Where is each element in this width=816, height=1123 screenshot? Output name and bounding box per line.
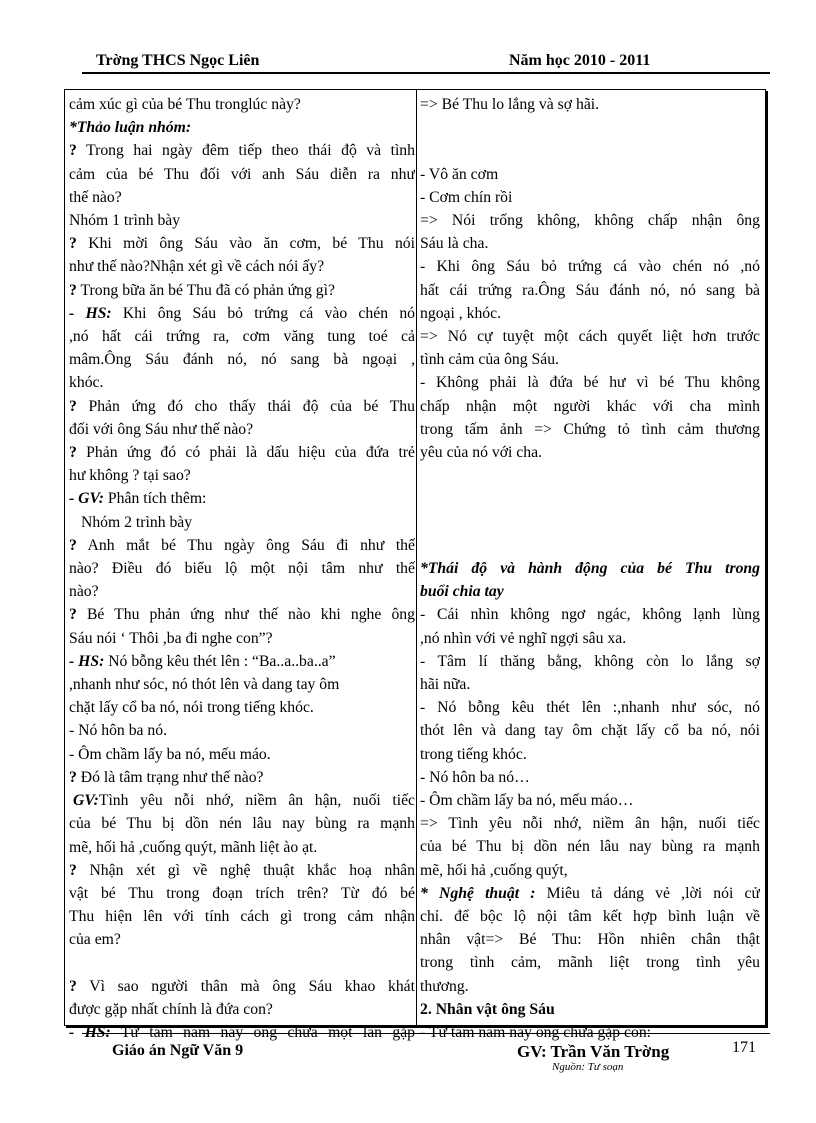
text-line: cảm xúc gì của bé Thu tronglúc này? [69,96,301,113]
blank-line [420,139,760,162]
text-line: - Ôm chầm lấy ba nó, mếu máo… [420,792,634,809]
section-heading: *Thảo luận nhóm: [69,119,192,137]
text-line: ,nhanh như sóc, nó thót lên và dang tay ôm [69,676,340,694]
student-answer-line: - HS: Từ tám năm nay ông chưa một lần gặp [69,1024,415,1042]
text-line: - Cái nhìn không ngơ ngác, không lạnh lùng [420,606,760,624]
text-line: - Không phải là đứa bé hư vì bé Thu không [420,374,760,392]
text-line: được gặp nhất chính là đứa con? [69,1000,273,1018]
content-column [420,93,760,1044]
text-line: Thu hiện lên với tính cách gì trong cảm nhận [69,908,415,926]
text-line: thương. [420,977,469,995]
question-line: ? Bé Thu phản ứng như thế nào khi nghe ông [69,606,415,624]
text-line: nào? [69,583,99,601]
text-line: - Nó hôn ba nó. [69,722,168,740]
text-line: mẽ, hối hả ,cuống quýt, mãnh liệt ào ạt. [69,838,318,856]
question-line: ? Phản ứng đó cho thấy thái độ của bé Thu [69,397,415,415]
text-line: => Tình yêu nỗi nhớ, niềm ân hận, nuối tiếc [420,815,760,833]
text-line: như thế nào?Nhận xét gì về cách nói ấy? [69,258,325,276]
blank-line [420,511,760,534]
text-line: trong tấm ảnh => Chứng tỏ tình cảm thương [420,420,760,438]
lesson-table [64,89,766,1042]
question-line: ? Vì sao người thân mà ông Sáu khao khát [69,977,415,995]
text-line: => Nói trống không, không chấp nhận ông [420,211,760,229]
text-line: của em? [69,931,121,949]
text-line: thế nào? [69,188,122,206]
source-note: Nguồn: Tư soạn [552,1061,624,1073]
text-line: tình cảm của ông Sáu. [420,351,559,369]
blank-line [420,487,760,510]
page-footer [82,1033,770,1073]
text-line: - Tâm lí thăng bằng, không còn lo lắng sợ [420,652,760,670]
text-line: của bé Thu bị dồn nén lâu nay bùng ra mạnh [420,838,760,856]
student-answer-line: - HS: Khi ông Sáu bỏ trứng cá vào chén nó [69,304,415,322]
question-line: ? Nhận xét gì về nghệ thuật khắc hoạ nhân [69,861,415,879]
text-line: ,nó nhìn với vẻ nghĩ ngợi sâu xa. [420,629,627,647]
section-heading: *Thái độ và hành động của bé Thu trong [420,559,760,577]
question-line: ? Trong hai ngày đêm tiếp theo thái độ và tình [69,142,415,160]
text-line: của bé Thu bị dồn nén lâu nay bùng ra mạnh [69,815,415,833]
text-line: => Bé Thu lo lắng và sợ hãi. [420,96,600,113]
column-divider [416,90,417,1025]
text-line: chỉ. để bộc lộ nội tâm kết hợp bình luận về [420,908,760,926]
text-line: nào? Điều đó biểu lộ một nội tâm như thế [69,560,415,578]
teacher-note-line: - GV: Phân tích thêm: [69,490,207,508]
text-line: cảm của bé Thu đối với anh Sáu diễn ra như [69,165,415,183]
teacher-note-line: GV:Tình yêu nỗi nhớ, niềm ân hận, nuối tiếc [73,792,415,810]
teacher-name: GV: Trần Văn Trờng [517,1042,670,1061]
page-number: 171 [732,1039,756,1056]
text-line: Sáu nói ‘ Thôi ,ba đi nghe con”? [69,629,273,647]
text-line: hư không ? tại sao? [69,467,191,485]
question-line: ? Đó là tâm trạng như thế nào? [69,768,264,786]
text-line: vật bé Thu trong đoạn trích trên? Từ đó bé [69,884,415,902]
text-line: hất cái trứng ra.Ông Sáu đánh nó, nó sang bà [420,281,760,299]
text-line: - Khi ông Sáu bỏ trứng cá vào chén nó ,nó [420,258,760,276]
lesson-plan-title: Giáo án Ngữ Văn 9 [112,1042,244,1059]
text-line: - Vô ăn cơm [420,165,499,183]
art-note-line: * Nghệ thuật : Miêu tả dáng vẻ ,lời nói cử [420,884,760,902]
group-label: Nhóm 1 trình bày [69,212,181,230]
text-line: - Cơm chín rồi [420,188,513,206]
section-heading: 2. Nhân vật ông Sáu [420,1000,555,1018]
text-line: trong tiếng khóc. [420,745,527,763]
school-year: Năm học 2010 - 2011 [509,52,651,69]
text-line: - Nó bỗng kêu thét lên :,nhanh như sóc, nó [420,699,760,717]
text-line: thót lên và dang tay ôm chặt lấy cổ ba nó, nói [420,722,760,740]
blank-line [69,952,415,975]
teacher-activity-column [69,93,415,1044]
page-header [82,50,770,74]
text-line: - Nó hôn ba nó… [420,768,530,786]
text-line: khóc. [69,374,104,392]
student-answer-line: - HS: Nó bỗng kêu thét lên : “Ba..a..ba..a” [69,652,336,670]
text-line: => Nó cự tuyệt một cách quyết liệt hơn trước [420,328,760,345]
blank-line [420,534,760,557]
text-line: chấp nhận một người khác với cha mình [420,397,760,415]
text-line: ngoại , khóc. [420,304,502,322]
text-line: - Từ tám năm nay ông chưa gặp con: [420,1024,652,1042]
text-line: nhân vật=> Bé Thu: Hồn nhiên chân thật [420,931,760,949]
text-line: đối với ông Sáu như thế nào? [69,420,254,438]
text-line: hãi nữa. [420,675,471,693]
group-label: Nhóm 2 trình bày [81,513,193,531]
question-line: ? Khi mời ông Sáu vào ăn cơm, bé Thu nói [69,235,415,253]
text-line: yêu của nó với cha. [420,444,542,462]
blank-line [420,116,760,139]
school-name: Trờng THCS Ngọc Liên [96,52,260,69]
question-line: ? Trong bữa ăn bé Thu đã có phản ứng gì? [69,281,335,299]
text-line: ,nó hất cái trứng ra, cơm văng tung toé cả [69,328,415,346]
question-line: ? Phản ứng đó có phải là dấu hiệu của đứa trẻ [69,444,415,462]
section-heading: buổi chia tay [420,583,504,601]
text-line: mẽ, hối hả ,cuống quýt, [420,861,568,879]
blank-line [420,464,760,487]
text-line: - Ôm chầm lấy ba nó, mếu máo. [69,745,271,763]
text-line: Sáu là cha. [420,235,489,253]
text-line: chặt lấy cổ ba nó, nói trong tiếng khóc. [69,699,314,717]
text-line: trong tình cảm, mãnh liệt trong tình yêu [420,954,760,972]
text-line: mâm.Ông Sáu đánh nó, nó sang bà ngoại , [69,351,415,369]
question-line: ? Anh mắt bé Thu ngày ông Sáu đi như thế [69,536,415,554]
